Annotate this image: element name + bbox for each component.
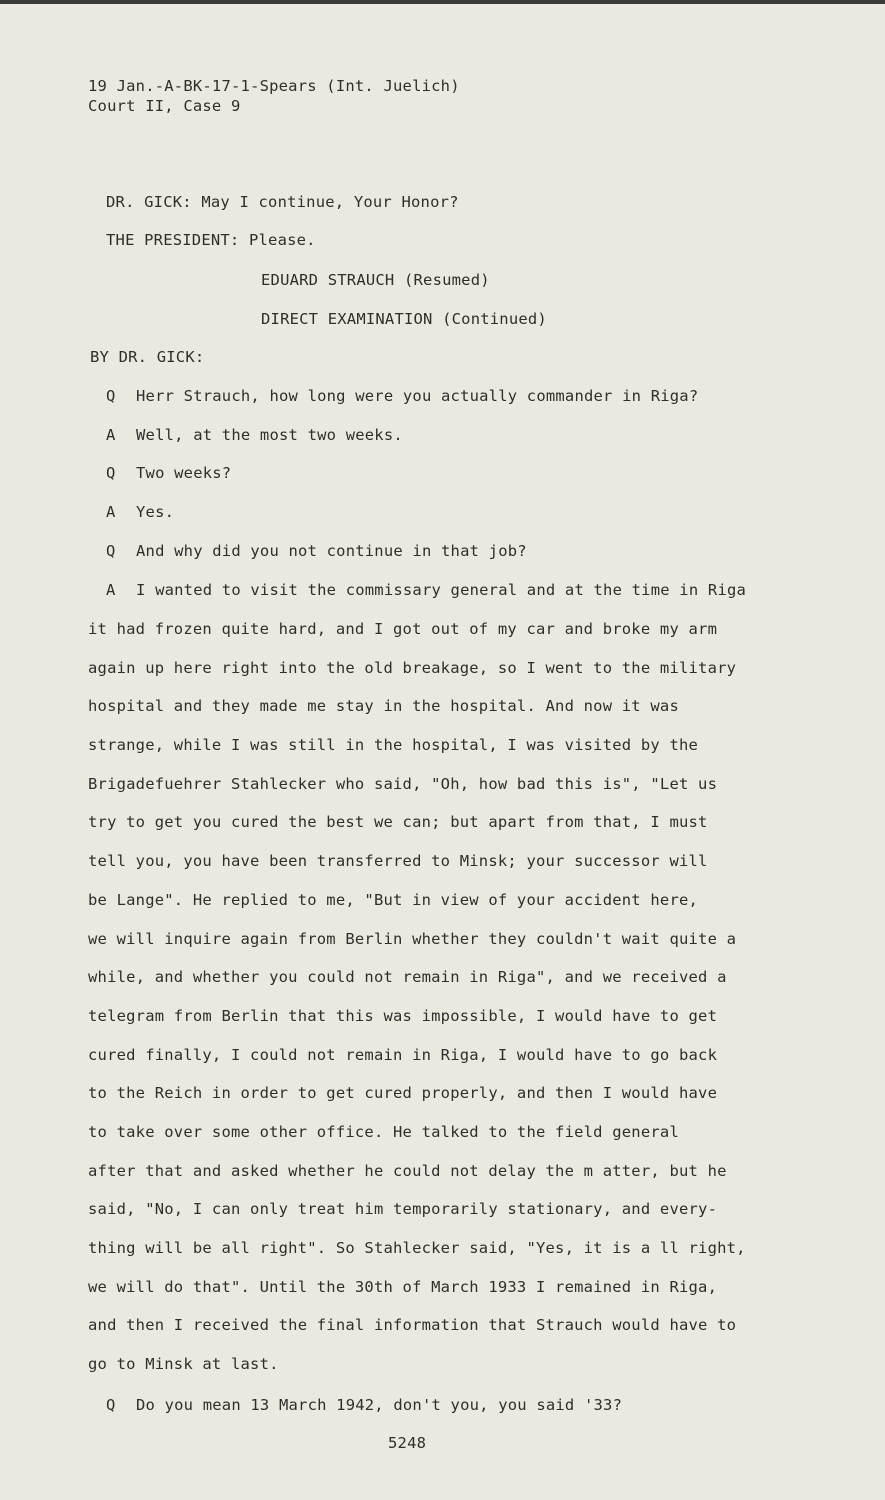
answer-line: again up here right into the old breakage, so I went to the military [88, 658, 737, 677]
qa-text: And why did you not continue in that job? [136, 542, 527, 560]
answer-line: to take over some other office. He talked to the field general [88, 1122, 679, 1141]
qa-text: Yes. [136, 503, 175, 521]
gick-request: DR. GICK: May I continue, Your Honor? [106, 193, 459, 211]
answer-line: we will inquire again from Berlin whether they couldn't wait quite a [88, 929, 737, 948]
exchange-item [106, 386, 698, 406]
exchange-item [106, 463, 231, 483]
exchange-item [106, 425, 403, 445]
qa-text: I wanted to visit the commissary general and at the time in Riga [136, 581, 747, 599]
qa-marker: A [106, 503, 116, 521]
answer-line: be Lange". He replied to me, "But in view of your accident here, [88, 890, 699, 909]
qa-marker: Q [106, 542, 116, 560]
answer-line: to the Reich in order to get cured properly, and then I would have [88, 1084, 718, 1103]
qa-text: Two weeks? [136, 464, 232, 482]
answer-line: while, and whether you could not remain in Riga", and we received a [88, 968, 727, 987]
answer-line: cured finally, I could not remain in Riga, I would have to go back [88, 1045, 718, 1064]
exchange-item [106, 502, 174, 522]
answer-line: it had frozen quite hard, and I got out of my car and broke my arm [88, 620, 718, 638]
answer-line: and then I received the final information that Strauch would have to [88, 1316, 737, 1335]
answer-line: hospital and they made me stay in the hospital. And now it was [88, 697, 679, 716]
answer-line: try to get you cured the best we can; but apart from that, I must [88, 813, 708, 832]
qa-marker: Q [106, 1396, 116, 1414]
qa-text: Do you mean 13 March 1942, don't you, you said '33? [136, 1396, 623, 1414]
president-reply: THE PRESIDENT: Please. [106, 231, 316, 249]
final-question [106, 1395, 622, 1415]
answer-line: after that and asked whether he could not delay the m atter, but he [88, 1161, 727, 1180]
qa-marker: A [106, 581, 116, 599]
examiner-line: BY DR. GICK: [90, 348, 205, 366]
header-line-1: 19 Jan.-A-BK-17-1-Spears (Int. Juelich) [88, 77, 460, 95]
exchange-item [106, 541, 527, 561]
answer-line: go to Minsk at last. [88, 1355, 279, 1374]
qa-text: Herr Strauch, how long were you actually commander in Riga? [136, 387, 699, 405]
answer-line: we will do that". Until the 30th of March 1933 I remained in Riga, [88, 1277, 718, 1296]
witness-heading: EDUARD STRAUCH (Resumed) [261, 271, 490, 289]
answer-line: tell you, you have been transferred to Minsk; your successor will [88, 852, 708, 871]
answer-line: Brigadefuehrer Stahlecker who said, "Oh, how bad this is", "Let us [88, 774, 718, 793]
qa-text: Well, at the most two weeks. [136, 426, 403, 444]
qa-marker: Q [106, 387, 116, 405]
examination-heading: DIRECT EXAMINATION (Continued) [261, 310, 547, 328]
answer-line: telegram from Berlin that this was impossible, I would have to get [88, 1006, 718, 1025]
answer-line: said, "No, I can only treat him temporarily stationary, and every- [88, 1200, 718, 1219]
qa-marker: Q [106, 464, 116, 482]
header-line-2: Court II, Case 9 [88, 97, 241, 115]
answer-line: thing will be all right". So Stahlecker said, "Yes, it is a ll right, [88, 1239, 746, 1257]
page-number: 5248 [388, 1434, 427, 1452]
answer-line: strange, while I was still in the hospital, I was visited by the [88, 736, 699, 755]
answer-paragraph [88, 619, 758, 1393]
qa-marker: A [106, 426, 116, 444]
exchange-item [106, 580, 746, 600]
